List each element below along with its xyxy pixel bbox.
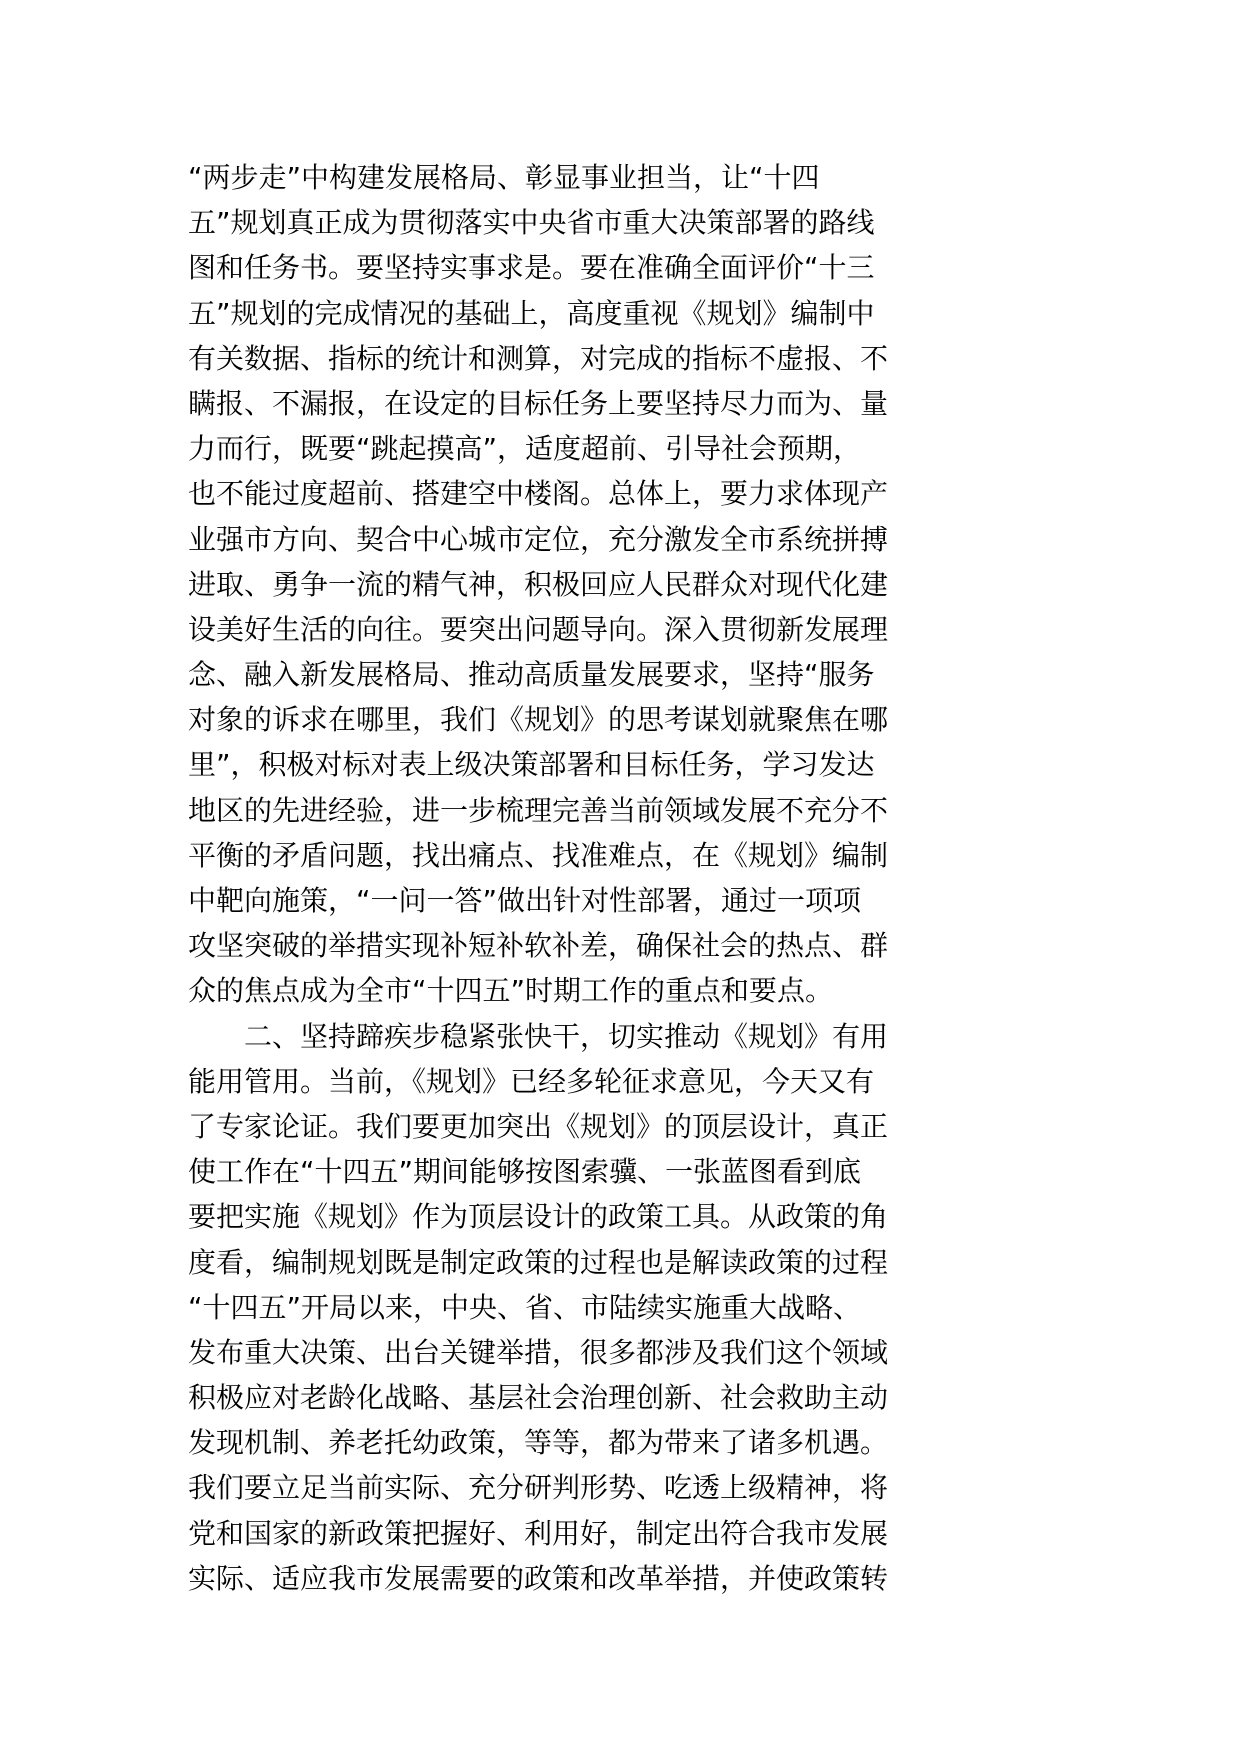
text-line: 五”规划真正成为贯彻落实中央省市重大决策部署的路线 (188, 206, 875, 240)
text-line: 党和国家的新政策把握好、利用好，制定出符合我市发展 (188, 1516, 889, 1550)
body-text (188, 155, 1048, 1601)
text-line: 瞒报、不漏报，在设定的目标任务上要坚持尽力而为、量 (188, 386, 889, 420)
text-line: 念、融入新发展格局、推动高质量发展要求，坚持“服务 (188, 658, 875, 692)
text-line: 图和任务书。要坚持实事求是。要在准确全面评价“十三 (188, 251, 875, 285)
text-line: 有关数据、指标的统计和测算，对完成的指标不虚报、不 (188, 341, 889, 375)
text-line: 众的焦点成为全市“十四五”时期工作的重点和要点。 (188, 974, 834, 1008)
text-line: 进取、勇争一流的精气神，积极回应人民群众对现代化建 (188, 567, 889, 601)
text-line: 二、坚持蹄疾步稳紧张快干，切实推动《规划》有用 (188, 1019, 889, 1053)
text-line: 中靶向施策，“一问一答”做出针对性部署，通过一项项 (188, 884, 862, 917)
text-line: 要把实施《规划》作为顶层设计的政策工具。从政策的角 (188, 1200, 889, 1234)
text-line: 地区的先进经验，进一步梳理完善当前领域发展不充分不 (188, 793, 889, 827)
text-line: 力而行，既要“跳起摸高”，适度超前、引导社会预期， (188, 432, 862, 466)
text-line: 发布重大决策、出台关键举措，很多都涉及我们这个领域 (188, 1335, 889, 1369)
text-line: 里”，积极对标对表上级决策部署和目标任务，学习发达 (188, 748, 875, 782)
text-line: 攻坚突破的举措实现补短补软补差，确保社会的热点、群 (188, 929, 889, 963)
text-line: 业强市方向、契合中心城市定位，充分激发全市系统拼搏 (188, 522, 889, 556)
text-line: 实际、适应我市发展需要的政策和改革举措，并使政策转 (188, 1561, 889, 1595)
text-line: 能用管用。当前，《规划》已经多轮征求意见，今天又有 (188, 1064, 875, 1098)
text-line: “两步走”中构建发展格局、彰显事业担当，让“十四 (188, 161, 820, 194)
text-line: “十四五”开局以来，中央、省、市陆续实施重大战略、 (188, 1290, 862, 1324)
text-line: 了专家论证。我们要更加突出《规划》的顶层设计，真正 (188, 1109, 889, 1143)
text-line: 对象的诉求在哪里，我们《规划》的思考谋划就聚焦在哪 (188, 703, 889, 737)
text-line: 设美好生活的向往。要突出问题导向。深入贯彻新发展理 (188, 612, 889, 646)
text-line: 度看，编制规划既是制定政策的过程也是解读政策的过程 (188, 1245, 889, 1279)
text-line: 我们要立足当前实际、充分研判形势、吃透上级精神，将 (188, 1471, 889, 1505)
text-line: 使工作在“十四五”期间能够按图索骥、一张蓝图看到底 (188, 1155, 862, 1189)
text-line: 五”规划的完成情况的基础上，高度重视《规划》编制中 (188, 296, 875, 330)
text-line: 积极应对老龄化战略、基层社会治理创新、社会救助主动 (188, 1381, 889, 1415)
text-line: 平衡的矛盾问题，找出痛点、找准难点，在《规划》编制 (188, 838, 889, 872)
text-line: 发现机制、养老托幼政策，等等，都为带来了诸多机遇。 (188, 1426, 889, 1460)
text-line: 也不能过度超前、搭建空中楼阁。总体上，要力求体现产 (188, 477, 889, 511)
